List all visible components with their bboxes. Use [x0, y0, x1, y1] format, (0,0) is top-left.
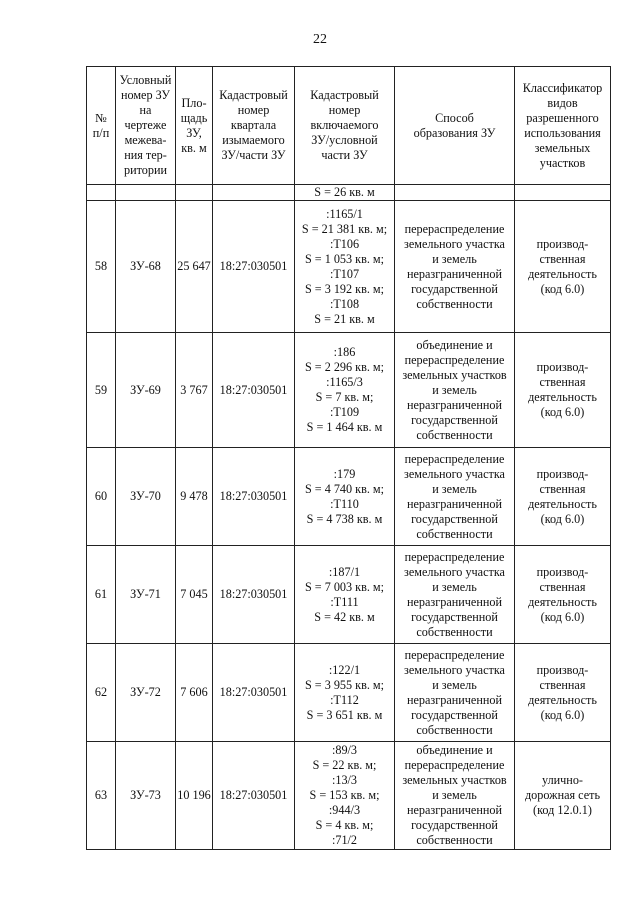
text-line: разрешенного: [526, 110, 599, 125]
text-line: :1165/1: [326, 206, 363, 221]
use-classifier: [515, 644, 611, 742]
text-line: (код 6.0): [540, 609, 585, 624]
formation-method: [395, 742, 515, 850]
text-line: :187/1: [328, 564, 361, 579]
text-line: и земель: [432, 579, 477, 594]
text-line: производ-: [536, 466, 589, 481]
text-line: производ-: [536, 236, 589, 251]
zu-number: ЗУ-72: [116, 644, 176, 742]
text-line: изымаемого: [222, 133, 285, 147]
text-line: ственная: [539, 251, 586, 266]
text-line: собственности: [416, 624, 493, 639]
text-line: S = 21 381 кв. м;: [301, 221, 388, 236]
text-line: :Т111: [330, 594, 359, 609]
text-line: собственности: [416, 526, 493, 541]
text-line: земельных: [534, 140, 591, 155]
text-line: перераспределение: [404, 647, 505, 662]
zu-number: ЗУ-69: [116, 333, 176, 448]
page-number: 22: [313, 32, 327, 47]
text-line: S = 3 955 кв. м;: [304, 677, 385, 692]
text-line: ственная: [539, 481, 586, 496]
text-line: земельного участка: [404, 662, 505, 677]
table-cell: [176, 185, 213, 201]
text-line: номер ЗУ: [120, 88, 171, 102]
text-line: номер: [237, 103, 270, 117]
text-line: чертеже: [124, 118, 167, 132]
text-line: S = 7 кв. м;: [315, 390, 374, 404]
text-line: объединение и: [416, 743, 493, 757]
text-line: части ЗУ: [321, 148, 368, 162]
text-line: и земель: [432, 677, 477, 692]
text-line: :1165/3: [326, 375, 363, 389]
table-cell: [395, 185, 515, 201]
text-line: Кадастровый: [219, 88, 288, 102]
text-line: :13/3: [331, 773, 358, 787]
included-cadastral: [295, 644, 395, 742]
text-line: неразграниченной: [407, 803, 502, 817]
table-row: [87, 333, 611, 448]
text-line: дорожная сеть: [524, 788, 601, 802]
header-method: [395, 67, 515, 185]
use-classifier: [515, 742, 611, 850]
table-row: [87, 448, 611, 546]
included-cadastral: [295, 448, 395, 546]
header-num: [87, 67, 116, 185]
text-line: производ-: [536, 360, 589, 374]
quarter-cadastral: 18:27:030501: [213, 448, 295, 546]
text-line: производ-: [536, 662, 589, 677]
text-line: деятельность: [528, 594, 597, 609]
text-line: Классификатор: [522, 80, 603, 95]
text-line: :71/2: [331, 833, 358, 847]
text-line: ЗУ,: [186, 125, 202, 140]
text-line: :89/3: [331, 743, 358, 757]
table-cell: [116, 185, 176, 201]
text-line: перераспределение: [404, 549, 505, 564]
text-line: земельного участка: [404, 564, 505, 579]
text-line: производ-: [536, 564, 589, 579]
zu-number: ЗУ-73: [116, 742, 176, 850]
quarter-cadastral: 18:27:030501: [213, 333, 295, 448]
text-line: S = 3 651 кв. м: [306, 707, 383, 722]
text-line: перераспределение: [404, 352, 505, 367]
text-line: Пло-: [181, 95, 207, 110]
text-line: земельного участка: [404, 236, 505, 251]
carry-over-area: S = 26 кв. м: [295, 185, 395, 201]
text-line: межева-: [124, 133, 167, 147]
text-line: и земель: [432, 481, 477, 496]
quarter-cadastral: 18:27:030501: [213, 742, 295, 850]
use-classifier: [515, 546, 611, 644]
text-line: перераспределение: [404, 758, 505, 772]
formation-method: [395, 546, 515, 644]
row-number: 61: [87, 546, 116, 644]
use-classifier: [515, 448, 611, 546]
text-line: использования: [524, 125, 601, 140]
text-line: :Т112: [330, 692, 359, 707]
text-line: :944/3: [328, 803, 361, 817]
text-line: S = 7 003 кв. м;: [304, 579, 385, 594]
table-row: [87, 546, 611, 644]
header-row: [87, 67, 611, 185]
quarter-cadastral: 18:27:030501: [213, 546, 295, 644]
text-line: улично-: [542, 773, 583, 787]
text-line: ЗУ/части ЗУ: [221, 148, 286, 162]
text-line: государственной: [411, 707, 498, 722]
row-number: 62: [87, 644, 116, 742]
text-line: S = 42 кв. м: [314, 609, 375, 624]
text-line: номер: [328, 103, 361, 117]
text-line: деятельность: [528, 266, 597, 281]
table-cell: [515, 185, 611, 201]
text-line: Кадастровый: [310, 88, 379, 102]
text-line: S = 4 738 кв. м: [306, 511, 383, 526]
text-line: (код 6.0): [540, 281, 585, 296]
text-line: :Т107: [329, 266, 360, 281]
text-line: перераспределение: [404, 451, 505, 466]
header-area: [176, 67, 213, 185]
text-line: включаемого: [310, 118, 379, 132]
text-line: S = 153 кв. м;: [309, 788, 380, 802]
text-line: (код 6.0): [540, 707, 585, 722]
text-line: и земель: [432, 788, 477, 802]
quarter-cadastral: 18:27:030501: [213, 201, 295, 333]
text-line: кв. м: [181, 140, 207, 155]
text-line: :122/1: [328, 662, 361, 677]
text-line: №: [95, 110, 107, 125]
text-line: ритории: [123, 163, 167, 177]
text-line: S = 1 053 кв. м;: [304, 251, 385, 266]
text-line: государственной: [411, 412, 498, 427]
text-line: S = 4 кв. м;: [315, 818, 374, 832]
text-line: :Т106: [329, 236, 360, 251]
included-cadastral: [295, 333, 395, 448]
text-line: видов: [547, 95, 578, 110]
zu-number: ЗУ-68: [116, 201, 176, 333]
included-cadastral: [295, 546, 395, 644]
text-line: S = 3 192 кв. м;: [304, 281, 385, 296]
header-classifier: [515, 67, 611, 185]
text-line: :186: [333, 345, 356, 359]
text-line: п/п: [92, 125, 110, 140]
row-number: 60: [87, 448, 116, 546]
use-classifier: [515, 333, 611, 448]
text-line: :Т108: [329, 296, 360, 311]
text-line: ственная: [539, 677, 586, 692]
row-number: 58: [87, 201, 116, 333]
text-line: земельных участков: [402, 367, 507, 382]
text-line: собственности: [416, 296, 493, 311]
text-line: неразграниченной: [407, 692, 502, 707]
text-line: неразграниченной: [407, 397, 502, 412]
text-line: S = 21 кв. м: [314, 311, 375, 326]
text-line: на: [139, 103, 152, 117]
formation-method: [395, 201, 515, 333]
header-included-cadastral: [295, 67, 395, 185]
text-line: неразграниченной: [407, 266, 502, 281]
text-line: ЗУ/условной: [311, 133, 378, 147]
text-line: государственной: [411, 609, 498, 624]
area: 7 606: [176, 644, 213, 742]
text-line: щадь: [180, 110, 208, 125]
formation-method: [395, 448, 515, 546]
text-line: земельных участков: [402, 773, 507, 787]
text-line: собственности: [416, 833, 493, 847]
use-classifier: [515, 201, 611, 333]
text-line: :Т110: [330, 496, 359, 511]
text-line: перераспределение: [404, 221, 505, 236]
table-cell: [213, 185, 295, 201]
text-line: S = 22 кв. м;: [312, 758, 377, 772]
text-line: государственной: [411, 818, 498, 832]
header-zu-number: [116, 67, 176, 185]
text-line: :179: [333, 466, 356, 481]
text-line: деятельность: [528, 390, 597, 404]
text-line: Способ: [435, 110, 474, 125]
table-row: [87, 742, 611, 850]
land-plots-table: [86, 66, 611, 850]
text-line: :Т109: [329, 405, 360, 419]
text-line: S = 1 464 кв. м: [306, 420, 383, 434]
text-line: S = 2 296 кв. м;: [304, 360, 385, 374]
text-line: и земель: [432, 251, 477, 266]
text-line: государственной: [411, 281, 498, 296]
table-row: [87, 644, 611, 742]
carry-over-row: [87, 185, 611, 201]
text-line: и земель: [432, 382, 477, 397]
text-line: деятельность: [528, 692, 597, 707]
text-line: S = 4 740 кв. м;: [304, 481, 385, 496]
text-line: участков: [539, 155, 586, 170]
quarter-cadastral: 18:27:030501: [213, 644, 295, 742]
table-cell: [87, 185, 116, 201]
row-number: 63: [87, 742, 116, 850]
area: 9 478: [176, 448, 213, 546]
text-line: (код 12.0.1): [533, 803, 592, 817]
text-line: (код 6.0): [540, 511, 585, 526]
text-line: государственной: [411, 511, 498, 526]
area: 25 647: [176, 201, 213, 333]
text-line: ния тер-: [124, 148, 167, 162]
text-line: собственности: [416, 722, 493, 737]
text-line: квартала: [230, 118, 277, 132]
text-line: собственности: [416, 427, 493, 442]
included-cadastral: [295, 201, 395, 333]
row-number: 59: [87, 333, 116, 448]
area: 7 045: [176, 546, 213, 644]
text-line: Условный: [119, 73, 172, 87]
formation-method: [395, 644, 515, 742]
table-row: [87, 201, 611, 333]
text-line: образования ЗУ: [413, 125, 496, 140]
zu-number: ЗУ-70: [116, 448, 176, 546]
header-quarter-cadastral: [213, 67, 295, 185]
text-line: объединение и: [416, 337, 493, 352]
text-line: земельного участка: [404, 466, 505, 481]
area: 3 767: [176, 333, 213, 448]
area: 10 196: [176, 742, 213, 850]
text-line: ственная: [539, 375, 586, 389]
text-line: неразграниченной: [407, 594, 502, 609]
text-line: деятельность: [528, 496, 597, 511]
text-line: неразграниченной: [407, 496, 502, 511]
text-line: ственная: [539, 579, 586, 594]
included-cadastral: [295, 742, 395, 850]
text-line: (код 6.0): [540, 405, 585, 419]
formation-method: [395, 333, 515, 448]
zu-number: ЗУ-71: [116, 546, 176, 644]
